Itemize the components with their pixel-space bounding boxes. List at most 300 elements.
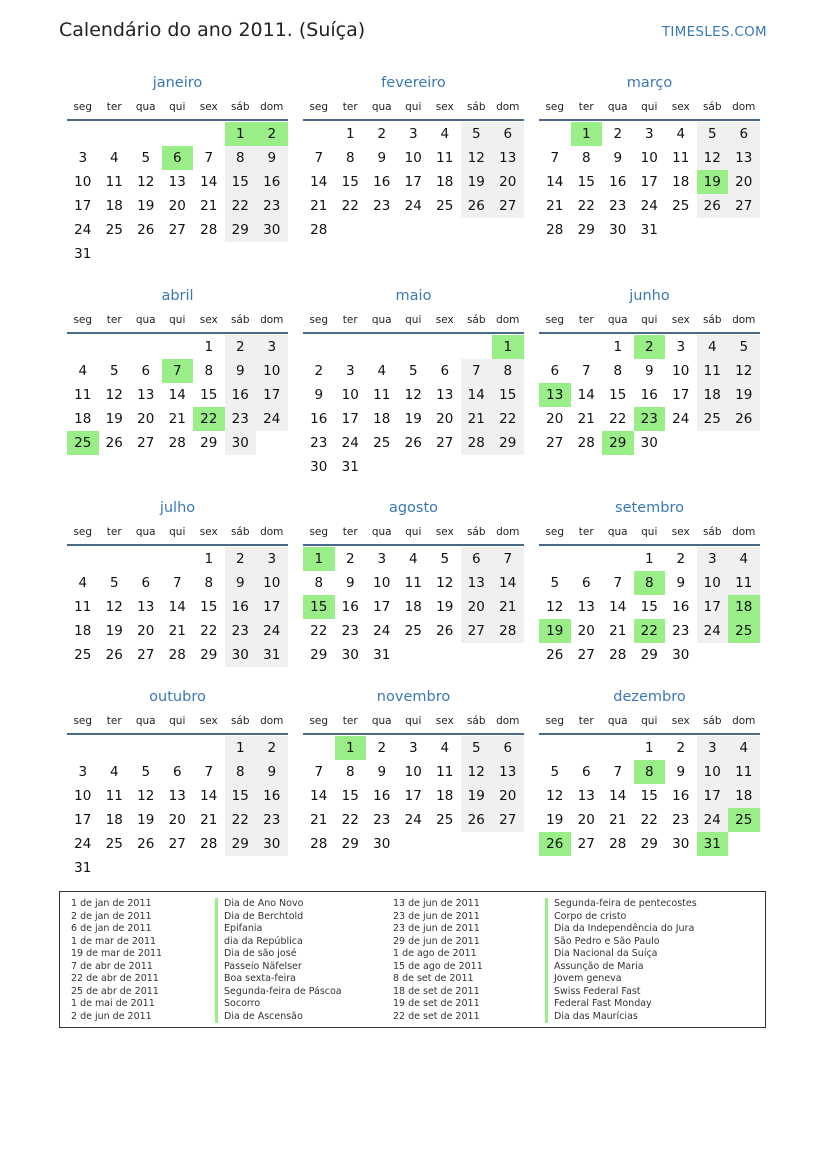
- month-name: janeiro: [152, 75, 203, 91]
- day-cell: 16: [256, 170, 288, 194]
- day-cell: 29: [310, 647, 328, 663]
- day-cell: 9: [676, 764, 686, 780]
- day-cell: 8: [613, 363, 623, 379]
- empty-cell: [571, 736, 603, 760]
- day-cell: 22: [492, 407, 524, 431]
- day-cell: 30: [341, 647, 359, 663]
- day-cell: 20: [168, 198, 186, 214]
- holiday-day-cell: 22: [634, 619, 666, 643]
- day-cell: 4: [728, 547, 760, 571]
- day-cell: 7: [581, 363, 591, 379]
- day-grid: [303, 122, 524, 242]
- day-cell: 23: [672, 623, 690, 639]
- day-cell: 28: [577, 435, 595, 451]
- day-cell: 16: [225, 595, 257, 619]
- weekday-header: [67, 522, 288, 542]
- day-cell: 17: [672, 387, 690, 403]
- day-cell: 11: [74, 599, 92, 615]
- weekday-label: sex: [671, 101, 690, 113]
- empty-cell: [602, 547, 634, 571]
- legend-holiday-name: Corpo de cristo: [545, 911, 697, 924]
- month-name: outubro: [149, 689, 206, 705]
- weekday-label: qui: [169, 314, 186, 326]
- weekday-header: [67, 97, 288, 117]
- day-cell: 10: [256, 359, 288, 383]
- weekday-label: qua: [135, 715, 156, 727]
- month-name: março: [626, 75, 673, 91]
- empty-cell: [99, 736, 131, 760]
- day-grid: [539, 335, 760, 455]
- day-grid: [539, 122, 760, 242]
- day-cell: 6: [492, 122, 524, 146]
- day-cell: 4: [109, 150, 119, 166]
- weekday-header: [539, 522, 760, 542]
- day-cell: 5: [461, 122, 493, 146]
- day-cell: 28: [168, 435, 186, 451]
- legend-holiday-name: Dia de Berchtold: [215, 911, 342, 924]
- day-cell: 21: [168, 411, 186, 427]
- day-cell: 20: [577, 623, 595, 639]
- day-cell: 22: [225, 808, 257, 832]
- empty-cell: [130, 736, 162, 760]
- day-cell: 21: [310, 812, 328, 828]
- weekday-label: qua: [371, 101, 392, 113]
- day-cell: 24: [404, 812, 422, 828]
- day-cell: 7: [204, 150, 214, 166]
- day-grid: [539, 736, 760, 856]
- legend-date: 23 de jun de 2011: [393, 923, 480, 934]
- weekday-label: qua: [607, 715, 628, 727]
- day-cell: 14: [461, 383, 493, 407]
- day-cell: 5: [728, 335, 760, 359]
- weekday-label: sáb: [466, 101, 486, 113]
- day-cell: 27: [137, 647, 155, 663]
- day-cell: 10: [697, 571, 729, 595]
- day-cell: 5: [697, 122, 729, 146]
- header-divider: [303, 544, 524, 546]
- day-cell: 20: [168, 812, 186, 828]
- weekday-label: qui: [405, 526, 422, 538]
- legend-names-col-2: [545, 898, 697, 1023]
- weekday-label: seg: [309, 526, 329, 538]
- month-dezembro: [539, 686, 760, 856]
- month-agosto: [303, 497, 524, 667]
- weekday-header: [539, 711, 760, 731]
- day-cell: 24: [341, 435, 359, 451]
- empty-cell: [571, 335, 603, 359]
- day-cell: 31: [256, 643, 288, 667]
- day-cell: 18: [373, 411, 391, 427]
- day-cell: 15: [200, 599, 218, 615]
- day-cell: 20: [461, 595, 493, 619]
- day-cell: 26: [728, 407, 760, 431]
- legend-holiday-name: Dia de são josé: [215, 948, 342, 961]
- day-cell: 22: [577, 198, 595, 214]
- legend-dates-col-1: [71, 898, 162, 1023]
- day-cell: 6: [141, 575, 151, 591]
- day-cell: 12: [461, 760, 493, 784]
- empty-cell: [130, 547, 162, 571]
- weekday-label: seg: [545, 715, 565, 727]
- day-cell: 5: [109, 363, 119, 379]
- legend-date: 25 de abr de 2011: [71, 985, 159, 997]
- day-cell: 6: [581, 575, 591, 591]
- day-cell: 12: [105, 599, 123, 615]
- legend-date: 22 de abr de 2011: [71, 973, 159, 984]
- weekday-label: dom: [732, 715, 756, 727]
- day-cell: 22: [609, 411, 627, 427]
- day-grid: [67, 736, 288, 880]
- day-cell: 14: [168, 599, 186, 615]
- empty-cell: [193, 122, 225, 146]
- day-cell: 17: [640, 174, 658, 190]
- day-cell: 5: [550, 764, 560, 780]
- day-cell: 7: [550, 150, 560, 166]
- day-cell: 18: [105, 198, 123, 214]
- header-divider: [67, 119, 288, 121]
- weekday-label: sáb: [702, 314, 722, 326]
- day-cell: 7: [461, 359, 493, 383]
- day-cell: 26: [546, 647, 564, 663]
- day-cell: 15: [200, 387, 218, 403]
- day-cell: 17: [373, 599, 391, 615]
- day-cell: 3: [256, 335, 288, 359]
- weekday-label: sáb: [466, 715, 486, 727]
- month-julho: [67, 497, 288, 667]
- weekday-label: sex: [199, 314, 218, 326]
- day-cell: 15: [341, 174, 359, 190]
- weekday-label: sex: [671, 314, 690, 326]
- day-cell: 22: [341, 812, 359, 828]
- day-cell: 13: [137, 599, 155, 615]
- day-cell: 28: [461, 431, 493, 455]
- legend-date: 6 de jan de 2011: [71, 923, 152, 934]
- empty-cell: [571, 547, 603, 571]
- day-cell: 3: [408, 740, 418, 756]
- day-cell: 20: [137, 623, 155, 639]
- day-cell: 5: [141, 150, 151, 166]
- day-cell: 8: [204, 575, 214, 591]
- day-cell: 16: [672, 599, 690, 615]
- day-cell: 14: [200, 174, 218, 190]
- weekday-label: ter: [106, 715, 122, 727]
- weekday-label: sex: [435, 715, 454, 727]
- weekday-label: seg: [309, 101, 329, 113]
- day-cell: 14: [310, 788, 328, 804]
- day-cell: 13: [168, 174, 186, 190]
- day-cell: 11: [105, 788, 123, 804]
- day-cell: 23: [225, 619, 257, 643]
- day-cell: 11: [672, 150, 690, 166]
- day-cell: 10: [256, 571, 288, 595]
- weekday-label: dom: [260, 101, 284, 113]
- day-cell: 30: [373, 836, 391, 852]
- day-cell: 16: [609, 174, 627, 190]
- day-cell: 11: [373, 387, 391, 403]
- day-cell: 5: [550, 575, 560, 591]
- day-cell: 10: [74, 174, 92, 190]
- day-cell: 24: [404, 198, 422, 214]
- day-cell: 16: [373, 174, 391, 190]
- month-janeiro: [67, 72, 288, 266]
- day-cell: 23: [310, 435, 328, 451]
- legend-date: 18 de set de 2011: [393, 985, 480, 997]
- month-name: fevereiro: [381, 75, 446, 91]
- legend-holiday-name: Passeio Näfelser: [215, 961, 342, 974]
- day-cell: 2: [314, 363, 324, 379]
- day-cell: 25: [373, 435, 391, 451]
- weekday-label: ter: [342, 715, 358, 727]
- day-cell: 14: [168, 387, 186, 403]
- day-cell: 25: [436, 812, 454, 828]
- holiday-day-cell: 1: [335, 736, 367, 760]
- legend-holiday-name: Federal Fast Monday: [545, 998, 697, 1011]
- month-name: abril: [161, 288, 194, 304]
- legend-date: 29 de jun de 2011: [393, 935, 480, 947]
- day-cell: 16: [341, 599, 359, 615]
- month-name: novembro: [376, 689, 451, 705]
- weekday-label: sex: [199, 101, 218, 113]
- weekday-label: qua: [135, 101, 156, 113]
- day-cell: 12: [461, 146, 493, 170]
- day-cell: 15: [609, 387, 627, 403]
- header-divider: [67, 332, 288, 334]
- weekday-label: qua: [371, 715, 392, 727]
- day-cell: 26: [137, 222, 155, 238]
- day-cell: 6: [728, 122, 760, 146]
- day-cell: 18: [105, 812, 123, 828]
- day-grid: [303, 547, 524, 667]
- day-cell: 14: [577, 387, 595, 403]
- empty-cell: [193, 736, 225, 760]
- day-cell: 16: [672, 788, 690, 804]
- weekday-header: [539, 310, 760, 330]
- day-grid: [67, 335, 288, 455]
- day-cell: 13: [577, 599, 595, 615]
- day-cell: 13: [436, 387, 454, 403]
- weekday-label: seg: [545, 314, 565, 326]
- holiday-day-cell: 22: [193, 407, 225, 431]
- day-cell: 2: [377, 126, 387, 142]
- weekday-label: dom: [732, 526, 756, 538]
- weekday-label: sex: [435, 526, 454, 538]
- header-divider: [539, 733, 760, 735]
- day-cell: 2: [613, 126, 623, 142]
- day-cell: 7: [492, 547, 524, 571]
- day-cell: 22: [310, 623, 328, 639]
- day-cell: 27: [492, 194, 524, 218]
- weekday-label: sex: [199, 715, 218, 727]
- day-cell: 15: [492, 383, 524, 407]
- day-cell: 29: [341, 836, 359, 852]
- day-cell: 21: [609, 623, 627, 639]
- day-grid: [303, 335, 524, 479]
- day-cell: 8: [225, 760, 257, 784]
- legend-holiday-name: Socorro: [215, 998, 342, 1011]
- holiday-day-cell: 19: [697, 170, 729, 194]
- day-cell: 20: [436, 411, 454, 427]
- day-cell: 20: [492, 170, 524, 194]
- legend-date: 19 de set de 2011: [393, 998, 480, 1009]
- day-cell: 1: [204, 339, 214, 355]
- day-cell: 12: [546, 788, 564, 804]
- month-name: setembro: [615, 500, 684, 516]
- day-cell: 11: [728, 571, 760, 595]
- day-cell: 29: [640, 647, 658, 663]
- empty-cell: [303, 122, 335, 146]
- day-cell: 6: [440, 363, 450, 379]
- month-outubro: [67, 686, 288, 880]
- day-cell: 1: [613, 339, 623, 355]
- weekday-label: qua: [371, 314, 392, 326]
- day-cell: 11: [74, 387, 92, 403]
- legend-holiday-name: Dia de Ascensão: [215, 1011, 342, 1024]
- day-cell: 19: [137, 198, 155, 214]
- day-cell: 29: [225, 218, 257, 242]
- day-cell: 26: [461, 194, 493, 218]
- day-cell: 19: [546, 812, 564, 828]
- legend-holiday-name: Segunda-feira de pentecostes: [545, 898, 697, 911]
- day-cell: 19: [404, 411, 422, 427]
- header-divider: [539, 332, 760, 334]
- day-cell: 1: [225, 736, 257, 760]
- header-divider: [303, 119, 524, 121]
- day-cell: 5: [440, 551, 450, 567]
- day-cell: 23: [672, 812, 690, 828]
- day-cell: 21: [461, 407, 493, 431]
- empty-cell: [303, 335, 335, 359]
- weekday-label: sex: [435, 101, 454, 113]
- legend-date: 7 de abr de 2011: [71, 960, 153, 972]
- empty-cell: [67, 122, 99, 146]
- day-cell: 17: [74, 812, 92, 828]
- day-cell: 31: [74, 246, 92, 262]
- day-cell: 1: [204, 551, 214, 567]
- day-cell: 13: [461, 571, 493, 595]
- day-cell: 15: [341, 788, 359, 804]
- day-cell: 25: [74, 647, 92, 663]
- month-maio: [303, 285, 524, 479]
- day-cell: 29: [200, 435, 218, 451]
- weekday-label: qui: [405, 101, 422, 113]
- day-cell: 9: [314, 387, 324, 403]
- weekday-label: sáb: [230, 715, 250, 727]
- holiday-day-cell: 8: [634, 760, 666, 784]
- weekday-label: qui: [641, 101, 658, 113]
- month-março: [539, 72, 760, 242]
- legend-date: 19 de mar de 2011: [71, 948, 163, 959]
- weekday-label: seg: [73, 101, 93, 113]
- empty-cell: [130, 335, 162, 359]
- day-cell: 24: [74, 222, 92, 238]
- day-cell: 8: [581, 150, 591, 166]
- weekday-header: [67, 310, 288, 330]
- day-cell: 10: [74, 788, 92, 804]
- day-cell: 20: [728, 170, 760, 194]
- month-name: junho: [629, 288, 670, 304]
- weekday-label: ter: [578, 314, 594, 326]
- weekday-label: dom: [260, 314, 284, 326]
- holiday-day-cell: 1: [303, 547, 335, 571]
- day-cell: 2: [256, 736, 288, 760]
- month-abril: [67, 285, 288, 455]
- empty-cell: [67, 736, 99, 760]
- day-cell: 14: [310, 174, 328, 190]
- day-cell: 28: [609, 647, 627, 663]
- legend-date: 13 de jun de 2011: [393, 898, 480, 909]
- day-cell: 2: [225, 335, 257, 359]
- day-cell: 28: [200, 222, 218, 238]
- day-cell: 9: [377, 150, 387, 166]
- day-cell: 30: [310, 459, 328, 475]
- day-cell: 27: [492, 808, 524, 832]
- day-cell: 2: [345, 551, 355, 567]
- weekday-label: seg: [545, 101, 565, 113]
- day-cell: 31: [373, 647, 391, 663]
- day-cell: 28: [310, 222, 328, 238]
- holiday-day-cell: 1: [571, 122, 603, 146]
- day-cell: 21: [200, 198, 218, 214]
- day-cell: 18: [672, 174, 690, 190]
- day-cell: 11: [436, 764, 454, 780]
- day-cell: 11: [728, 760, 760, 784]
- legend-holiday-name: Epifania: [215, 923, 342, 936]
- day-cell: 9: [345, 575, 355, 591]
- day-cell: 8: [345, 764, 355, 780]
- day-cell: 17: [697, 784, 729, 808]
- day-cell: 7: [613, 764, 623, 780]
- holiday-day-cell: 13: [539, 383, 571, 407]
- page-title: Calendário do ano 2011. (Suíça): [59, 19, 366, 41]
- day-cell: 12: [105, 387, 123, 403]
- weekday-label: qua: [135, 526, 156, 538]
- day-cell: 1: [345, 126, 355, 142]
- day-cell: 30: [256, 832, 288, 856]
- weekday-label: seg: [545, 526, 565, 538]
- day-cell: 15: [640, 599, 658, 615]
- day-cell: 5: [109, 575, 119, 591]
- weekday-label: ter: [106, 101, 122, 113]
- day-cell: 1: [644, 551, 654, 567]
- month-name: agosto: [388, 500, 439, 516]
- day-cell: 24: [697, 808, 729, 832]
- day-cell: 25: [404, 623, 422, 639]
- legend-names-col-1: [215, 898, 342, 1023]
- day-cell: 6: [172, 764, 182, 780]
- day-cell: 3: [644, 126, 654, 142]
- brand-logo-text[interactable]: TIMESLES.COM: [661, 24, 767, 40]
- day-cell: 21: [200, 812, 218, 828]
- day-cell: 18: [728, 784, 760, 808]
- day-cell: 23: [373, 812, 391, 828]
- day-cell: 3: [697, 736, 729, 760]
- weekday-label: seg: [309, 715, 329, 727]
- day-cell: 28: [168, 647, 186, 663]
- day-cell: 9: [644, 363, 654, 379]
- weekday-label: ter: [342, 101, 358, 113]
- empty-cell: [303, 736, 335, 760]
- holiday-day-cell: 25: [67, 431, 99, 455]
- day-cell: 18: [436, 788, 454, 804]
- day-cell: 15: [225, 170, 257, 194]
- day-cell: 17: [697, 595, 729, 619]
- day-grid: [67, 122, 288, 266]
- day-cell: 25: [697, 407, 729, 431]
- weekday-label: sáb: [702, 715, 722, 727]
- day-cell: 10: [341, 387, 359, 403]
- day-cell: 9: [225, 359, 257, 383]
- day-cell: 1: [644, 740, 654, 756]
